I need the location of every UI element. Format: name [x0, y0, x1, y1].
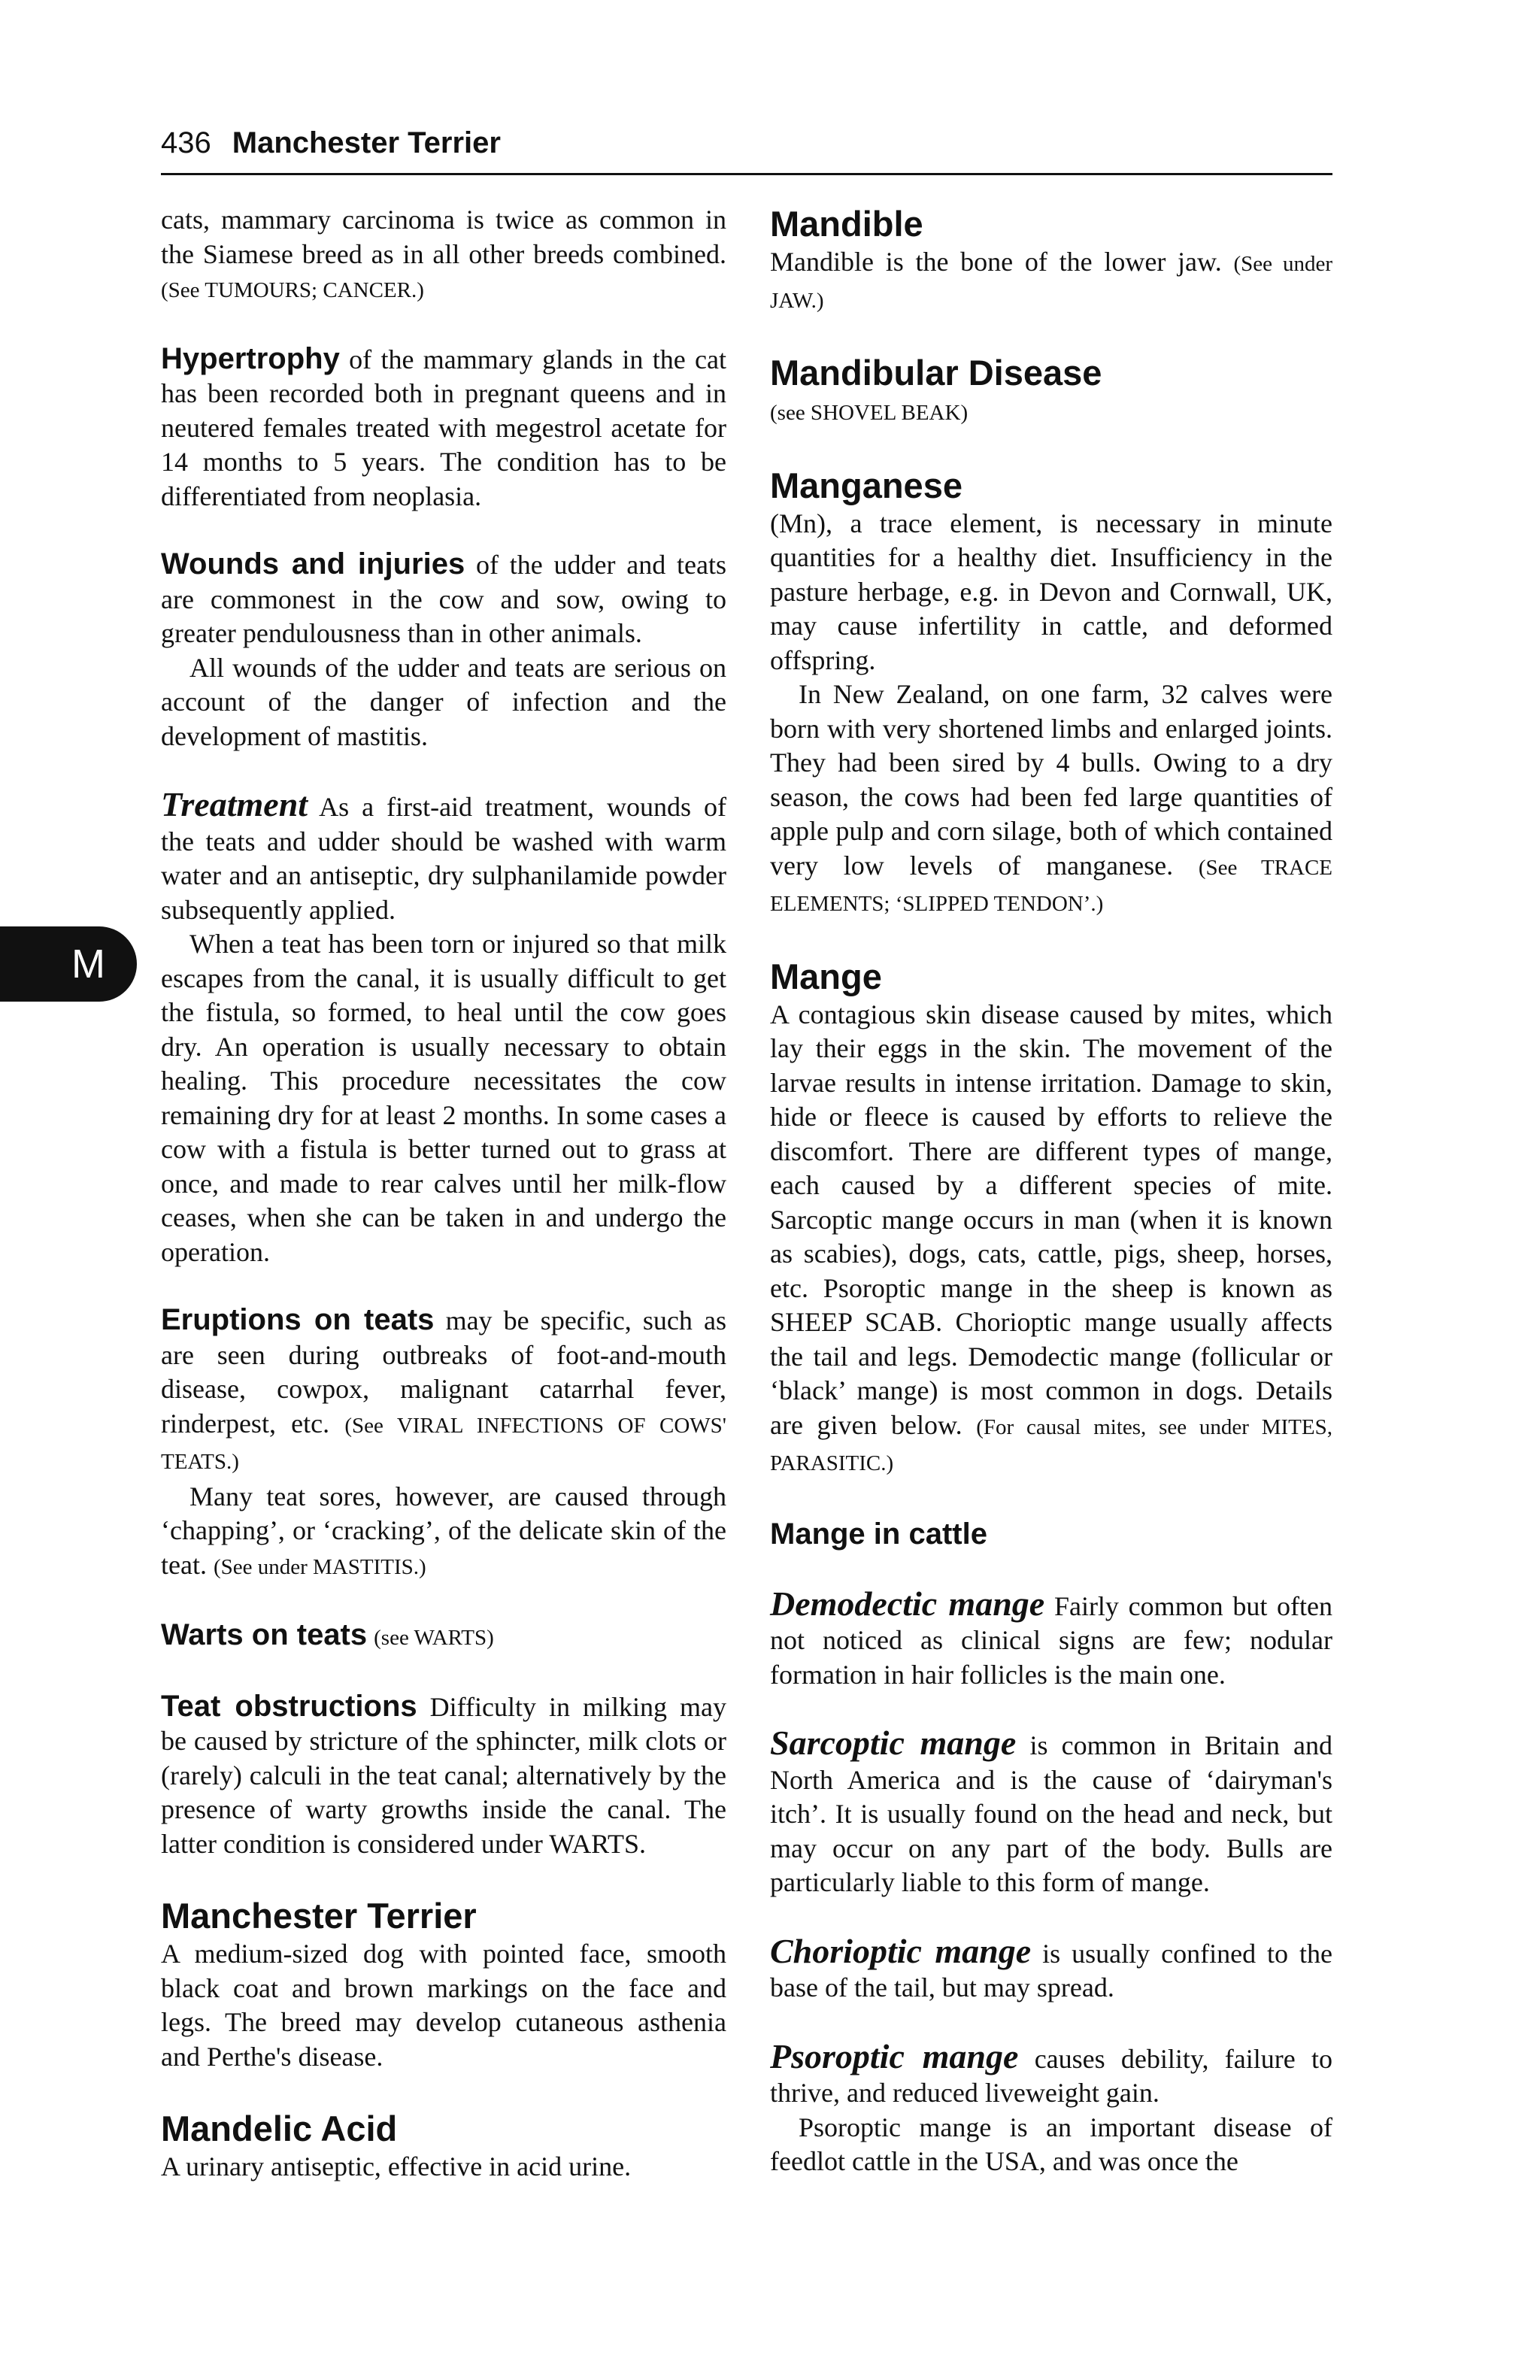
paragraph [770, 394, 1332, 431]
entry-heading: Manchester Terrier [161, 1896, 477, 1936]
running-header [161, 125, 1332, 161]
entry-heading: Mange [770, 956, 882, 996]
keyword: Wounds and injuries [161, 547, 465, 581]
subheading: Psoroptic mange [770, 2036, 1019, 2075]
paragraph: All wounds of the udder and teats are serious on account of the danger of infection and the development of mastitis. [161, 652, 726, 751]
paragraph: Many teat sores, however, are caused through ‘chapping’, or ‘cracking’, of the delicate skin of the teat. (See under MASTITIS.) [161, 1481, 726, 1580]
subheading: Chorioptic mange [770, 1931, 1032, 1970]
paragraph: Mandible is the bone of the lower jaw. (See under JAW.) [770, 247, 1333, 313]
paragraph: A contagious skin disease caused by mites, which lay their eggs in the skin. The movement of the larvae results in intense irritation. Damage to skin, hide or fleece is caused by efforts to relieve the discomfort. There are different types of mange, each caused by a different species of mite. Sarcoptic mange occurs in man (when it is known as scabies), dogs, cats, cattle, pigs, sheep, horses, etc. Psoroptic mange in the sheep is known as SHEEP SCAB. Chorioptic mange usually affects the tail and legs. Demodectic mange (follicular or ‘black’ mange) is most common in dogs. Details are given below. (For causal mites, see under MITES, PARASITIC.) [770, 999, 1332, 1475]
cross-reference: (see SHOVEL BEAK) [770, 401, 969, 425]
paragraph: Treatment As a first-aid treatment, wounds of the teats and udder should be washed with warm water and an antiseptic, dry sulphanilamide powder subsequently applied. [161, 785, 727, 925]
cross-reference: (For causal mites, see under MITES, PARASITIC.) [770, 1414, 1332, 1475]
paragraph: A medium-sized dog with pointed face, smooth black coat and brown markings on the face and legs. The breed may develop cutaneous asthenia and Perthe's disease. [161, 1939, 726, 2072]
entry-heading: Manganese [770, 465, 962, 505]
paragraph: When a teat has been torn or injured so that milk escapes from the canal, it is usually difficult to get the fistula, so formed, to heal until the cow goes dry. An operation is usually necessary to obtain healing. This procedure necessitates the cow remaining dry for at least 2 months. In some cases a cow with a fistula is better turned out to grass at once, and made to rear calves until her milk-flow ceases, when she can be taken in and undergo the operation. [161, 929, 726, 1267]
subheading: Demodectic mange [770, 1584, 1045, 1623]
cross-reference: (See under MASTITIS.) [213, 1554, 426, 1579]
paragraph: Teat obstructions Difficulty in milking may be caused by stricture of the sphincter, milk clots or (rarely) calculi in the teat canal; alternatively by the presence of warty growths inside the canal. The latter condition is considered under WARTS. [161, 1689, 726, 1859]
paragraph: Sarcoptic mange is common in Britain and North America and is the cause of ‘dairyman's itch’. It is usually found on the head and neck, but may occur on any part of the body. Bulls are particularly liable to this form of mange. [770, 1724, 1333, 1897]
header-rule [161, 173, 1332, 175]
section-heading: Mange in cattle [770, 1517, 987, 1551]
right-column [770, 203, 1332, 2179]
paragraph: Psoroptic mange is an important disease of feedlot cattle in the USA, and was once the [770, 2112, 1332, 2176]
subheading: Sarcoptic mange [770, 1724, 1017, 1762]
paragraph: Wounds and injuries of the udder and teats are commonest in the cow and sow, owing to greater pendulousness than in other animals. [161, 547, 727, 648]
keyword: Warts on teats [161, 1618, 368, 1651]
cross-reference: (See TUMOURS; CANCER.) [161, 278, 424, 302]
left-column [161, 203, 726, 2184]
paragraph: (Mn), a trace element, is necessary in minute quantities for a healthy diet. Insufficiency in the pasture herbage, e.g. in Devon and Cornwall, UK, may cause infertility in cattle, and deformed offspring. [770, 508, 1332, 675]
keyword: Eruptions on teats [161, 1303, 435, 1336]
page-number: 436 [161, 126, 211, 159]
keyword: Hypertrophy [161, 341, 340, 375]
paragraph: Psoroptic mange causes debility, failure to thrive, and reduced liveweight gain. [770, 2036, 1332, 2108]
keyword: Teat obstructions [161, 1689, 417, 1723]
entry-heading: Mandible [770, 204, 923, 244]
paragraph: Chorioptic mange is usually confined to the base of the tail, but may spread. [770, 1931, 1333, 2003]
cross-reference: (See TRACE ELEMENTS; ‘SLIPPED TENDON’.) [770, 855, 1333, 916]
paragraph: A urinary antiseptic, effective in acid urine. [161, 2151, 632, 2181]
paragraph: Demodectic mange Fairly common but often not noticed as clinical signs are few; nodular formation in hair follicles is the main one. [770, 1584, 1333, 1690]
cross-reference: (see WARTS) [374, 1626, 494, 1650]
entry-heading: Mandibular Disease [770, 353, 1102, 393]
paragraph: Hypertrophy of the mammary glands in the cat has been recorded both in pregnant queens and in neutered females treated with megestrol acetate for 14 months to 5 years. The condition has to be differentiated from neoplasia. [161, 341, 727, 511]
paragraph [161, 1618, 726, 1656]
running-title: Manchester Terrier [232, 126, 501, 159]
thumb-index-tab: M [0, 926, 137, 1002]
entry-heading: Mandelic Acid [161, 2109, 398, 2148]
paragraph: In New Zealand, on one farm, 32 calves were born with very shortened limbs and enlarged joints. They had been sired by 4 bulls. Owing to a dry season, the cows had been fed large quantities of apple pulp and corn silage, both of which contained very low levels of manganese. (See TRACE ELEMENTS; ‘SLIPPED TENDON’.) [770, 679, 1333, 916]
subheading: Treatment [161, 785, 308, 823]
paragraph: Eruptions on teats may be specific, such as are seen during outbreaks of foot-and-mouth disease, cowpox, malignant catarrhal fever, rinderpest, etc. (See VIRAL INFECTIONS OF COWS' TEATS.) [161, 1303, 726, 1474]
cross-reference: (See under JAW.) [770, 252, 1333, 313]
paragraph: cats, mammary carcinoma is twice as common in the Siamese breed as in all other breeds combined. (See TUMOURS; CANCER.) [161, 205, 726, 302]
cross-reference: (See VIRAL INFECTIONS OF COWS' TEATS.) [161, 1413, 726, 1474]
